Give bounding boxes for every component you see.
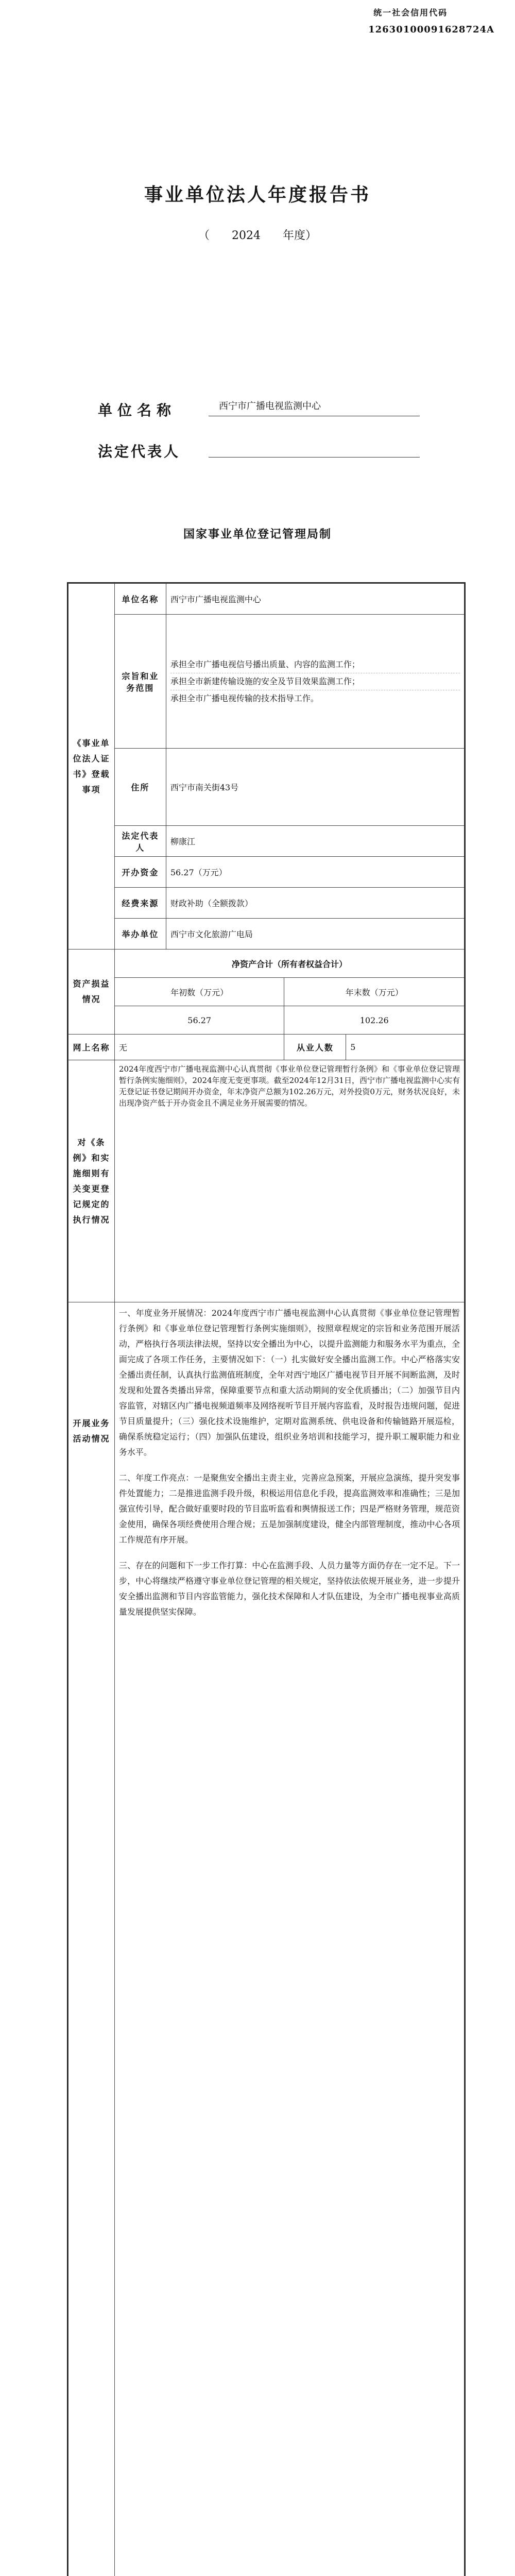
address-value: 西宁市南关街43号 [166,749,464,826]
address-label: 住所 [114,749,166,826]
start-of-year-value: 56.27 [114,1006,284,1035]
funding-source-label: 经费来源 [114,888,166,919]
credit-code-box [368,6,494,35]
report-table [68,583,465,2576]
year-suffix: 年度） [283,229,317,242]
issuing-agency: 国家事业单位登记管理局制 [183,528,332,541]
legal-rep-label: 法定代表人 [114,826,166,857]
compliance-text: 2024年度西宁市广播电视监测中心认真贯彻《事业单位登记管理暂行条例》和《事业单位登记管理暂行条例实施细则》，2024年度无变更事项。截至2024年12月31日，西宁市广播电视监测中心实有无登记证书登记期间开办资金，年末净资产总额为102.26万元，对外投资0万元，财务状况良好，未出现净资产低于开办资金且不满足业务开展需要的情况。 [118,1064,460,1108]
credit-code-title: 统一社会信用代码 [373,8,448,18]
report-form [67,582,466,2576]
cover-unit-name-label: 单位名称 [98,402,177,419]
staff-count-value: 5 [346,1035,465,1060]
assets-section-label: 资产损益情况 [68,950,115,1035]
funding-source-value: 财政补助（全额拨款） [166,888,464,919]
staff-count-label: 从业人数 [284,1035,346,1060]
legal-rep-value: 柳康江 [166,826,464,857]
activities-paragraph: 二、年度工作亮点：一是聚焦安全播出主责主业，完善应急预案，开展应急演练，提升突发事件处置能力；二是推进监测手段升级，积极运用信息化手段，提高监测效率和准确性；三是加强宣传引导，配合做好重要时段的节目监听监看和舆情报送工作；四是严格财务管理，规范资金使用，确保各项经费使用合理合规；五是加强制度建设，健全内部管理制度，推动中心各项工作规范有序开展。 [118,1473,460,1545]
end-of-year-value: 102.26 [284,1006,465,1035]
activities-paragraph: 三、存在的问题和下一步工作打算：中心在监测手段、人员力量等方面仍存在一定不足。下一步，中心将继续严格遵守事业单位登记管理的相关规定，坚持依法依规开展业务，进一步提升安全播出监测和节目内容监管能力，强化技术保障和人才队伍建设，为全市广播电视事业高质量发展提供坚实保障。 [118,1561,460,1617]
cover-legal-rep-row [98,440,206,461]
compliance-section-label: 对《条例》和实施细则有关变更登记规定的执行情况 [68,1060,115,1302]
scope-line: 承担全市新建传输设施的安全及节目效果监测工作； [170,673,460,690]
website-value: 无 [114,1035,284,1060]
unit-name-label: 单位名称 [114,584,166,615]
scope-value [166,615,464,749]
cover-legal-rep-label: 法定代表人 [98,443,181,460]
cover-unit-name-row [98,399,321,420]
funds-value: 56.27（万元） [166,857,464,888]
sponsor-label: 举办单位 [114,919,166,950]
report-year [0,227,515,243]
scope-line: 承担全市广播电视信号播出质量、内容的监测工作； [170,659,360,669]
activities-section-label: 开展业务活动情况 [68,1302,115,2576]
end-of-year-label: 年末数（万元） [284,978,465,1006]
compliance-text-cell [114,1060,464,1302]
unit-name-value: 西宁市广播电视监测中心 [166,584,464,615]
scope-line: 承担全市广播电视传输的技术指导工作。 [170,690,460,707]
year-open: （ [198,229,210,242]
cover-unit-name-value: 西宁市广播电视监测中心 [209,399,420,416]
year-value: 2024 [232,229,261,242]
certificate-section-label: 《事业单位法人证书》登载事项 [68,584,115,950]
website-label: 网上名称 [68,1035,115,1060]
funds-label: 开办资金 [114,857,166,888]
activities-text-cell [114,1302,464,2576]
scope-label: 宗旨和业务范围 [114,615,166,749]
cover-legal-rep-value [209,440,420,457]
document-title: 事业单位法人年度报告书 [144,184,371,206]
credit-code-value: 12630100091628724A [368,24,494,35]
sponsor-value: 西宁市文化旅游广电局 [166,919,464,950]
activities-paragraph: 一、年度业务开展情况：2024年度西宁市广播电视监测中心认真贯彻《事业单位登记管理暂行条例》和《事业单位登记管理暂行条例实施细则》，按照章程规定的宗旨和业务范围开展活动，严格执行各项法律法规，坚持以安全播出为中心，以提升监测能力和服务水平为重点，全面完成了各项工作任务，主要情况如下：（一）扎实做好安全播出监测工作。中心严格落实安全播出责任制，认真执行监测值班制度，全年对西宁地区广播电视节目开展不间断监测，及时发现和处置各类播出异常，保障重要节点和重大活动期间的安全优质播出；（二）加强节目内容监管，对辖区内广播电视频道频率及网络视听节目开展内容监看，及时报告违规问题，促进节目质量提升；（三）强化技术设施维护，定期对监测系统、供电设备和传输链路开展巡检，确保系统稳定运行；（四）加强队伍建设，组织业务培训和技能学习，提升职工履职能力和业务水平。 [118,1308,460,1457]
net-assets-header: 净资产合计（所有者权益合计） [114,950,464,978]
start-of-year-label: 年初数（万元） [114,978,284,1006]
